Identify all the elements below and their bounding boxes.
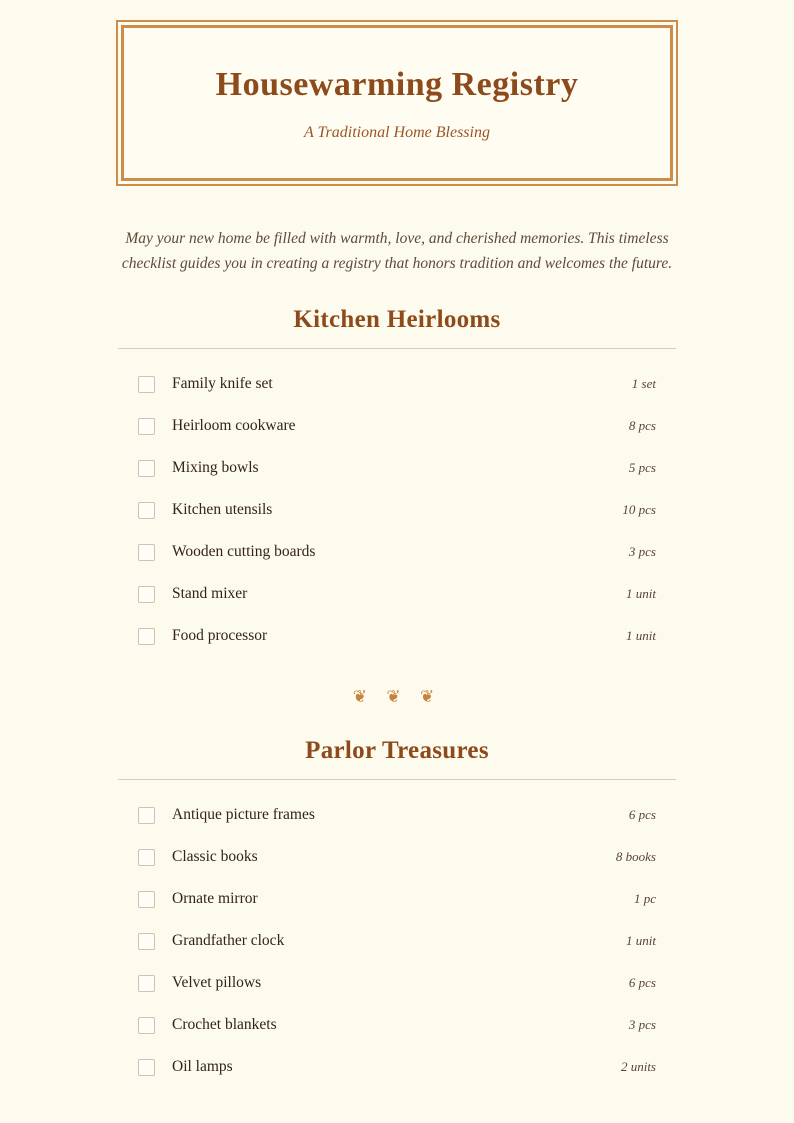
item-quantity: 1 unit	[626, 933, 656, 948]
section-divider	[118, 687, 676, 707]
item-label: Stand mixer	[172, 585, 248, 602]
item-quantity: 8 pcs	[628, 418, 656, 433]
section-title: Kitchen Heirlooms	[293, 306, 501, 333]
item-label: Grandfather clock	[172, 932, 285, 949]
checklist	[118, 794, 676, 1088]
item-quantity: 6 pcs	[628, 807, 656, 822]
item-quantity: 1 set	[631, 376, 656, 391]
item-quantity: 1 unit	[626, 628, 656, 643]
item-checkbox[interactable]	[138, 376, 155, 393]
item-label: Velvet pillows	[172, 974, 262, 991]
sections	[118, 306, 676, 1088]
page-title: Housewarming Registry	[215, 66, 579, 103]
section-title: Parlor Treasures	[305, 737, 489, 764]
checklist-row	[118, 1046, 676, 1088]
item-checkbox[interactable]	[138, 544, 155, 561]
checklist-row	[118, 836, 676, 878]
item-checkbox[interactable]	[138, 1017, 155, 1034]
item-label: Wooden cutting boards	[172, 543, 316, 560]
section-rule	[118, 779, 676, 780]
item-label: Mixing bowls	[172, 459, 259, 476]
item-quantity: 6 pcs	[628, 975, 656, 990]
item-label: Kitchen utensils	[172, 501, 273, 518]
checklist	[118, 363, 676, 657]
item-quantity: 1 pc	[633, 891, 656, 906]
header-card	[116, 20, 678, 186]
item-checkbox[interactable]	[138, 460, 155, 477]
checklist-row	[118, 363, 676, 405]
section	[118, 737, 676, 1088]
item-label: Crochet blankets	[172, 1016, 277, 1033]
item-quantity: 1 unit	[626, 586, 656, 601]
item-quantity: 5 pcs	[628, 460, 656, 475]
floral-heart-icon: ❦ ❦ ❦	[352, 687, 442, 707]
item-checkbox[interactable]	[138, 891, 155, 908]
checklist-row	[118, 920, 676, 962]
checklist-row	[118, 573, 676, 615]
section-rule	[118, 348, 676, 349]
item-checkbox[interactable]	[138, 933, 155, 950]
item-checkbox[interactable]	[138, 807, 155, 824]
checklist-row	[118, 794, 676, 836]
item-checkbox[interactable]	[138, 502, 155, 519]
item-checkbox[interactable]	[138, 1059, 155, 1076]
header-card-inner	[121, 25, 673, 181]
checklist-row	[118, 615, 676, 657]
checklist-row	[118, 962, 676, 1004]
item-checkbox[interactable]	[138, 849, 155, 866]
item-checkbox[interactable]	[138, 586, 155, 603]
item-label: Classic books	[172, 848, 258, 865]
checklist-row	[118, 531, 676, 573]
item-quantity: 8 books	[615, 849, 656, 864]
checklist-row	[118, 489, 676, 531]
checklist-row	[118, 1004, 676, 1046]
checklist-row	[118, 447, 676, 489]
section	[118, 306, 676, 657]
item-quantity: 10 pcs	[622, 502, 656, 517]
checklist-row	[118, 878, 676, 920]
item-checkbox[interactable]	[138, 418, 155, 435]
intro-text: May your new home be filled with warmth, love, and cherished memories. This timeless checklist guides you in creating a registry that honors tradition and welcomes the future.	[121, 230, 673, 272]
item-checkbox[interactable]	[138, 628, 155, 645]
checklist-row	[118, 405, 676, 447]
item-label: Oil lamps	[172, 1058, 233, 1075]
item-quantity: 3 pcs	[628, 544, 656, 559]
item-label: Food processor	[172, 627, 268, 644]
item-label: Family knife set	[172, 375, 273, 392]
item-checkbox[interactable]	[138, 975, 155, 992]
item-label: Ornate mirror	[172, 890, 258, 907]
page-subtitle: A Traditional Home Blessing	[304, 124, 490, 141]
item-quantity: 3 pcs	[628, 1017, 656, 1032]
item-quantity: 2 units	[620, 1059, 656, 1074]
item-label: Heirloom cookware	[172, 417, 296, 434]
item-label: Antique picture frames	[172, 806, 315, 823]
